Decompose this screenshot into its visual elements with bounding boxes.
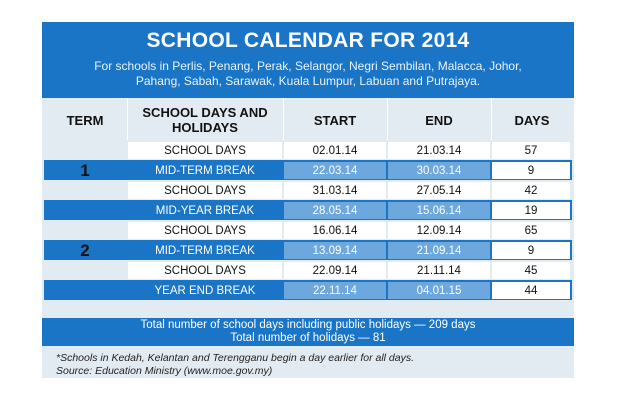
header-divider — [127, 98, 128, 140]
term-cell — [44, 282, 126, 299]
table-row — [44, 280, 572, 300]
totals-bar — [42, 318, 574, 346]
cell-label: MID-TERM BREAK — [128, 162, 282, 179]
cell-end: 30.03.14 — [388, 162, 490, 179]
cell-days: 9 — [492, 162, 570, 179]
cell-label: SCHOOL DAYS — [128, 182, 282, 199]
cell-end: 04.01.15 — [388, 282, 490, 299]
cell-start: 16.06.14 — [284, 222, 386, 239]
calendar-subtitle — [82, 59, 534, 89]
cell-end: 21.03.14 — [388, 142, 490, 159]
calendar-title: SCHOOL CALENDAR FOR 2014 — [146, 29, 470, 52]
header-start: START — [313, 112, 357, 128]
cell-days: 42 — [492, 182, 570, 199]
cell-label: YEAR END BREAK — [128, 282, 282, 299]
header-days: DAYS — [514, 112, 550, 128]
cell-end: 12.09.14 — [388, 222, 490, 239]
subtitle-line-2: Pahang, Sabah, Sarawak, Kuala Lumpur, Labuan and Putrajaya. — [135, 74, 481, 88]
cell-start: 22.03.14 — [284, 162, 386, 179]
total-school-days: Total number of school days including public holidays — 209 days — [140, 319, 476, 331]
subtitle-line-1: For schools in Perlis, Penang, Perak, Selangor, Negri Sembilan, Malacca, Johor, — [94, 59, 522, 73]
cell-days: 57 — [492, 142, 570, 159]
header-divider — [387, 98, 388, 140]
cell-days: 9 — [492, 242, 570, 259]
term-number: 2 — [80, 240, 90, 260]
source-note: Source: Education Ministry (www.moe.gov.my) — [56, 365, 273, 377]
header-days-holidays-line-2: HOLIDAYS — [172, 120, 238, 135]
cell-label: SCHOOL DAYS — [128, 262, 282, 279]
cell-start: 28.05.14 — [284, 202, 386, 219]
cell-end: 15.06.14 — [388, 202, 490, 219]
cell-label: MID-YEAR BREAK — [128, 202, 282, 219]
cell-end: 27.05.14 — [388, 182, 490, 199]
cell-label: SCHOOL DAYS — [128, 142, 282, 159]
header-divider — [283, 98, 284, 140]
cell-days: 65 — [492, 222, 570, 239]
cell-start: 31.03.14 — [284, 182, 386, 199]
term-cell — [44, 202, 126, 219]
table-row — [44, 200, 572, 220]
cell-start: 22.11.14 — [284, 282, 386, 299]
header-days-holidays-line-1: SCHOOL DAYS AND — [142, 105, 268, 120]
header-term: TERM — [66, 112, 104, 128]
term-number: 1 — [80, 160, 90, 180]
footnote: *Schools in Kedah, Kelantan and Terengganu begin a day earlier for all days. — [56, 352, 415, 364]
school-calendar-card — [42, 22, 574, 378]
header-end: END — [425, 112, 453, 128]
cell-days: 44 — [492, 282, 570, 299]
cell-end: 21.11.14 — [388, 262, 490, 279]
cell-label: SCHOOL DAYS — [128, 222, 282, 239]
cell-start: 22.09.14 — [284, 262, 386, 279]
header-school-days-holidays — [128, 100, 282, 140]
cell-end: 21.09.14 — [388, 242, 490, 259]
cell-days: 45 — [492, 262, 570, 279]
cell-start: 13.09.14 — [284, 242, 386, 259]
cell-start: 02.01.14 — [284, 142, 386, 159]
calendar-header — [42, 22, 574, 98]
header-divider — [491, 98, 492, 140]
cell-label: MID-TERM BREAK — [128, 242, 282, 259]
total-holidays: Total number of holidays — 81 — [230, 332, 386, 344]
cell-days: 19 — [492, 202, 570, 219]
